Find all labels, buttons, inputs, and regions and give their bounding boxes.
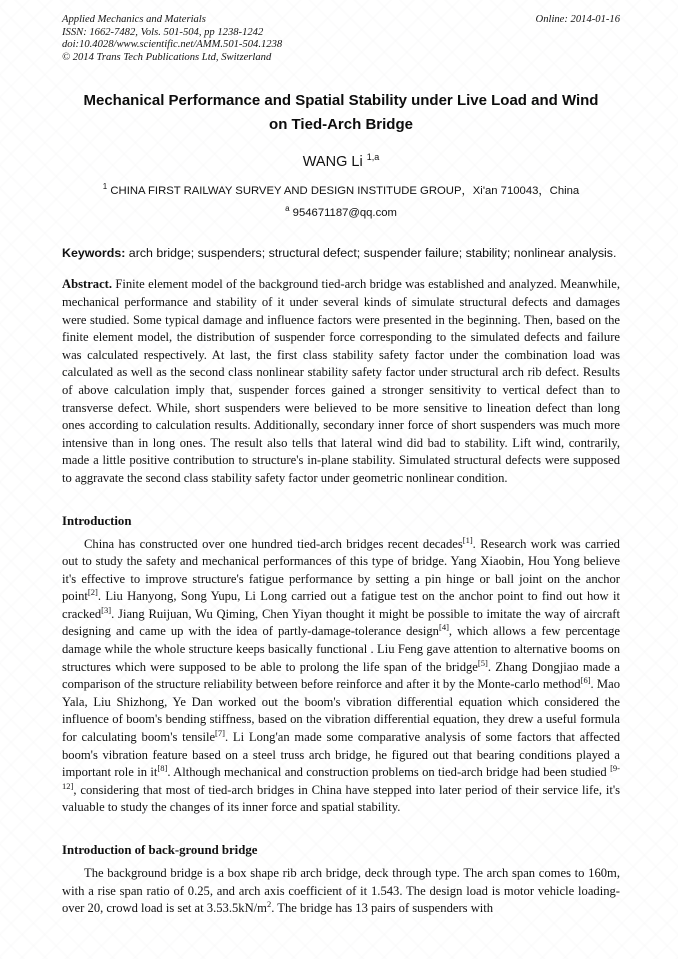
background-bridge-paragraph: The background bridge is a box shape rib arch bridge, deck through type. The arch span comes to 160m, with a rise span ratio of 0.25, and arch axis coefficient of it 1.543. The design load is motor vehicle loading-over 20, crowd load is set at $3.53.5kN/m^2$. The bridge has 13 pairs of suspenders with [62,866,620,916]
author-name: WANG Li [302,154,363,171]
paper-title [62,89,620,137]
affiliation-line [62,184,620,198]
abstract-text: Finite element model of the background tied-arch bridge was established and analyzed. Meanwhile, mechanical performance and stability of it under several kinds of simulate structural defects and damages were studied. Some typical damage and influence factors were presented in the beginning. Then, based on the finite element model, the distribution of suspender force corresponding to the simulated defects and failure was calculated respectively. At last, the first class stability safety factor under the combination load was calculated as well as the second class nonlinear stability safety factor under structural arch rib defect. Results of above calculation imply that, suspender forces gained a stronger sensitivity to vertical defect than to transverse defect. While, short suspenders were believed to be more sensitive to lineation defect than long ones according to calculation results. Additionally, secondary inner force of short suspenders was much more intensive than in long ones. The result also tells that lateral wind did bad to stability. Lift wind, contrarily, made a little positive contribution to structure's in-plane stability. Simulated structural defects were supposed to aggravate the second class stability safety factor under geometric nonlinear condition. [62,277,620,485]
author-line [62,154,620,170]
abstract-paragraph [62,276,620,487]
journal-header [62,14,620,64]
copyright-line: © 2014 Trans Tech Publications Ltd, Switzerland [62,51,272,63]
section-heading-introduction: Introduction [62,513,132,528]
affiliation-superscript: 1 [102,182,108,192]
introduction-paragraph: China has constructed over one hundred tied-arch bridges recent decades[1]. Research work was carried out to study the safety and mechanical performances of this type of bridge. Yang Xiaobin, Hou Yong believe it's effective to improve structure's fatigue performance by setting a pin hinge or ball joint on the anchor point[2]. Liu Hanyong, Song Yupu, Li Long carried out a fatigue test on the anchor point to find out how it cracked[3]. Jiang Ruijuan, Wu Qiming, Chen Yiyan thought it might be possible to imitate the way of aircraft designing and came up with the idea of partly-damage-tolerance design[4], which allows a few percentage damage while the whole structure keeps basically functional . Liu Feng gave attention to alternative booms on structures which were supposed to be able to prolong the life span of the bridge[5]. Zhang Dongjiao made a comparison of the structure reliability between before reinforce and after it by the Monte-carlo method[6]. Mao Yala, Liu Shizhong, Ye Dan worked out the boom's vibration differential equation which considered the influence of boom's bending stiffness, based on the vibration differential equation, they drew a useful formula for calculating boom's tensile[7]. Li Long'an made some comparative analysis of some factors that affected boom's vibration feature based on a steel truss arch bridge, he figured out that bearing conditions played a important role in it[8]. Although mechanical and construction problems on tied-arch bridge had been studied [9-12], considering that most of tied-arch bridges in China have stepped into later period of their service life, it's valuable to study the changes of its inner force and spatial stability. [62,534,620,815]
online-date: Online: 2014-01-16 [535,14,620,25]
author-superscript: 1,a [366,152,380,163]
section-heading-background-bridge: Introduction of back-ground bridge [62,843,258,857]
issn-line: ISSN: 1662-7482, Vols. 501-504, pp 1238-1242 [62,26,264,38]
keywords-label: Keywords: [62,246,126,261]
journal-header-left [62,14,282,64]
email-address: 954671187@qq.com [289,207,397,220]
affiliation-text: CHINA FIRST RAILWAY SURVEY AND DESIGN INSTITUDE GROUP，Xi'an 710043，China [107,185,580,198]
email-superscript: a [285,204,290,214]
paper-title-line2: on Tied-Arch Bridge [269,116,413,134]
keywords-text: arch bridge; suspenders; structural defect; suspender failure; stability; nonlinear analysis. [125,246,617,261]
paper-title-line1: Mechanical Performance and Spatial Stability under Live Load and Wind [83,92,599,110]
doi-line: doi:10.4028/www.scientific.net/AMM.501-504.1238 [62,39,283,51]
journal-name: Applied Mechanics and Materials [62,14,206,25]
email-line [62,206,620,220]
keywords-paragraph [62,245,620,262]
abstract-label: Abstract. [62,277,113,292]
